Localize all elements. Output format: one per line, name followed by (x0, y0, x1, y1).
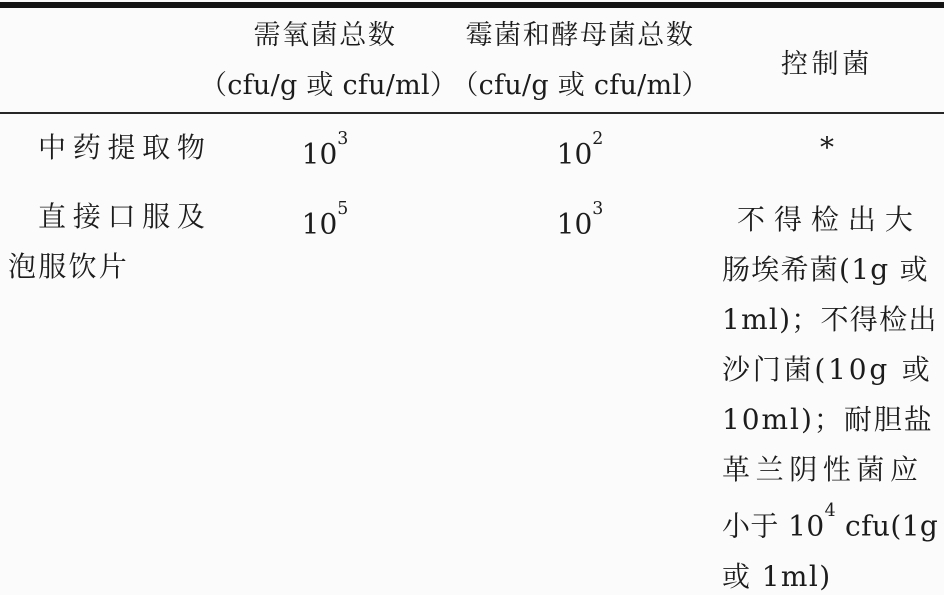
microbial-limits-table (0, 2, 944, 595)
cell-aerobic-limit (200, 114, 450, 188)
header-aerobic-unit: （cfu/g 或 cfu/ml） (200, 70, 458, 101)
control-note-line: 沙门菌(10g 或 (722, 353, 933, 387)
control-note-line: 肠埃希菌(1g 或 (722, 253, 929, 287)
cell-aerobic-limit (200, 188, 450, 595)
control-note-text: cfu(1g (835, 509, 939, 543)
control-note-line (722, 495, 939, 551)
header-mold-yeast-title: 霉菌和酵母菌总数 (465, 20, 695, 51)
header-control-bacteria-cell (710, 11, 944, 111)
header-category-cell (0, 11, 200, 111)
header-aerobic-title: 需氧菌总数 (253, 20, 397, 51)
control-note-line: 1ml)；不得检出 (722, 303, 938, 337)
cell-control-note (710, 114, 944, 188)
aerobic-limit-value: 10 (301, 137, 338, 171)
mold-yeast-limit-exponent: 2 (592, 128, 604, 149)
aerobic-limit-value: 10 (301, 207, 338, 241)
table-header-row (0, 8, 944, 114)
category-label: 中药提取物 (38, 131, 212, 164)
aerobic-limit-exponent: 5 (337, 199, 349, 220)
header-mold-yeast-cell (450, 11, 710, 111)
control-note-text: 小于 10 (722, 509, 825, 543)
control-note-line: 10ml)；耐胆盐 (722, 403, 934, 437)
cell-mold-yeast-limit (450, 188, 710, 595)
control-note-line: 革兰阴性菌应 (722, 453, 924, 487)
header-mold-yeast-unit: （cfu/g 或 cfu/ml） (451, 70, 709, 101)
document-page (0, 2, 944, 595)
cell-control-note (710, 188, 944, 595)
cell-category (0, 114, 212, 188)
header-control-bacteria-title: 控制菌 (780, 48, 874, 80)
cell-category (0, 188, 212, 595)
aerobic-limit-exponent: 3 (337, 128, 349, 149)
mold-yeast-limit-value: 10 (556, 207, 593, 241)
cell-mold-yeast-limit (450, 114, 710, 188)
table-row-oral-pieces (0, 188, 944, 595)
category-label-line1: 直接口服及 (38, 200, 212, 234)
control-note-line: 不得检出大 (737, 203, 922, 237)
mold-yeast-limit-value: 10 (556, 137, 593, 171)
control-note-line: 或 1ml) (722, 559, 832, 593)
category-label-line2: 泡服饮片 (8, 250, 129, 284)
mold-yeast-limit-exponent: 3 (592, 199, 604, 220)
table-row-extract (0, 114, 944, 188)
asterisk-marker: * (820, 131, 834, 164)
header-aerobic-cell (200, 11, 458, 111)
control-limit-exponent: 4 (824, 501, 836, 522)
